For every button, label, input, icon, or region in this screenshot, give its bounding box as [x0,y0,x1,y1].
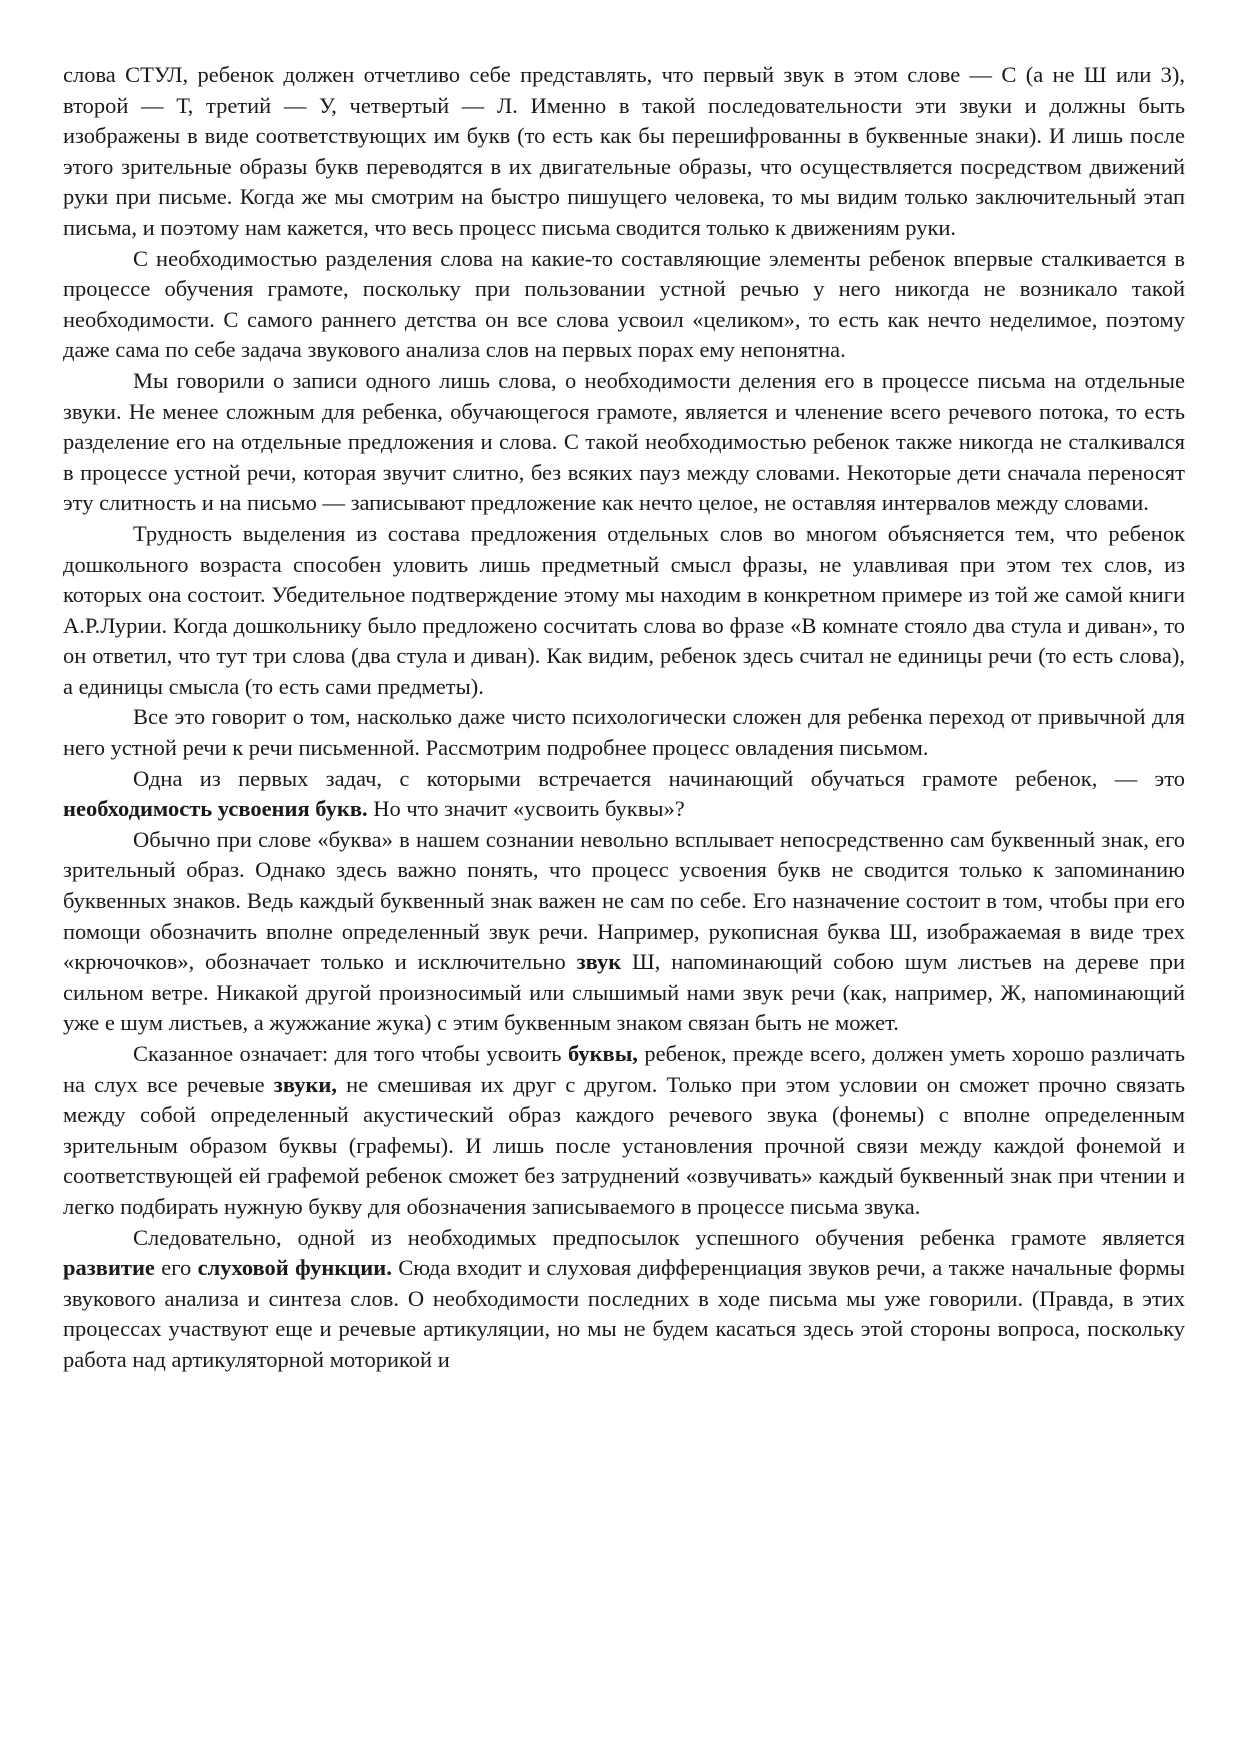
text-run: Но что значит «усвоить буквы»? [367,796,685,822]
text-run: его [154,1255,198,1281]
text-run: Сюда входит и слуховая дифференциация звуков речи, а также начальные формы звукового анализа и синтеза слов. О необходимости последних в ходе письма мы уже говорили. (Правда, в этих процессах участвуют еще и речевые артикуляции, но мы не будем касаться здесь этой стороны вопроса, поскольку работа над артикуляторной моторикой и [63,1255,1185,1372]
text-run: Мы говорили о записи одного лишь слова, о необходимости деления его в процессе письма на отдельные звуки. Не менее сложным для ребенка, обучающегося грамоте, является и членение всего речевого потока, то есть разделение его на отдельные предложения и слова. С такой необходимостью ребенок также никогда не сталкивался в процессе устной речи, которая звучит слитно, без всяких пауз между словами. Некоторые дети сначала переносят эту слитность и на письмо — записывают предложение как нечто целое, не оставляя интервалов между словами. [63,367,1185,516]
paragraph [63,1223,1185,1376]
paragraph [63,366,1185,519]
text-run: Обычно при слове «буква» в нашем сознании невольно всплывает непосредственно сам буквенный знак, его зрительный образ. Однако здесь важно понять, что процесс усвоения букв не сводится только к запоминанию буквенных знаков. Ведь каждый буквенный знак важен не сам по себе. Его назначение состоит в том, чтобы при его помощи обозначить вполне определенный звук речи. Например, рукописная буква Ш, изображаемая в виде трех «крючочков», обозначает только и исключительно [63,826,1185,975]
text-run: Трудность выделения из состава предложения отдельных слов во многом объясняется тем, что ребенок дошкольного возраста способен уловить лишь предметный смысл фразы, не улавливая при этом тех слов, из которых она состоит. Убедительное подтверждение этому мы находим в конкретном примере из той же самой книги А.Р.Лурии. Когда дошкольнику было предложено сосчитать слова во фразе «В комнате стояло два стула и диван», то он ответил, что тут три слова (два стула и диван). Как видим, ребенок здесь считал не единицы речи (то есть слова), а единицы смысла (то есть сами предметы). [63,520,1185,699]
bold-text-run: развитие [63,1255,155,1281]
bold-text-run: звук [576,949,622,975]
text-run: Сказанное означает: для того чтобы усвоить [133,1041,568,1066]
document-page [63,60,1185,1376]
text-run: ребенок, прежде всего, должен уметь хорошо различать на слух все речевые [63,1041,1185,1097]
text-run: С необходимостью разделения слова на какие-то составляющие элементы ребенок впервые сталкивается в процессе обучения грамоте, поскольку при пользовании устной речью у него никогда не возникало такой необходимости. С самого раннего детства он все слова усвоил «целиком», то есть как нечто неделимое, поэтому даже сама по себе задача звукового анализа слов на первых порах ему непонятна. [63,245,1185,363]
paragraph [63,244,1185,366]
text-run: Ш, напоминающий собою шум листьев на дереве при сильном ветре. Никакой другой произносимый или слышимый нами звук речи (как, например, Ж, напоминающий уже е шум листьев, а жужжание жука) с этим буквенным знаком связан быть не может. [63,949,1185,1036]
paragraph [63,764,1185,825]
paragraph [63,825,1185,1039]
paragraph [63,1039,1185,1223]
bold-text-run: звуки, [273,1071,338,1097]
text-run: слова СТУЛ, ребенок должен отчетливо себе представлять, что первый звук в этом слове — С (а не Ш или 3), второй — Т, третий — У, четвертый — Л. Именно в такой последовательности эти звуки и должны быть изображены в виде соответствующих им букв (то есть как бы перешифрованны в буквенные знаки). И лишь после этого зрительные образы букв переводятся в их двигательные образы, что осуществляется посредством движений руки при письме. Когда же мы смотрим на быстро пишущего человека, то мы видим только заключительный этап письма, и поэтому нам кажется, что весь процесс письма сводится только к движениям руки. [63,62,1185,240]
text-run: не смешивая их друг с другом. Только при этом условии он сможет прочно связать между собой определенный акустический образ каждого речевого звука (фонемы) с вполне определенным зрительным образом буквы (графемы). И лишь после установления прочной связи между каждой фонемой и соответствующей ей графемой ребенок сможет без затруднений «озвучивать» каждый буквенный знак при чтении и легко подбирать нужную букву для обозначения записываемого в процессе письма звука. [63,1071,1185,1219]
text-run: Одна из первых задач, с которыми встречается начинающий обучаться грамоте ребенок, — это [133,765,1185,791]
bold-text-run: слуховой функции. [197,1255,392,1281]
text-run: Все это говорит о том, насколько даже чисто психологически сложен для ребенка переход от привычной для него устной речи к речи письменной. Рассмотрим подробнее процесс овладения письмом. [63,704,1185,761]
paragraph [63,702,1185,763]
text-run: Следовательно, одной из необходимых предпосылок успешного обучения ребенка грамоте является [133,1224,1185,1250]
bold-text-run: необходимость усвоения букв. [63,796,368,822]
bold-text-run: буквы, [567,1041,638,1066]
paragraph [63,519,1185,703]
paragraph [63,60,1185,244]
